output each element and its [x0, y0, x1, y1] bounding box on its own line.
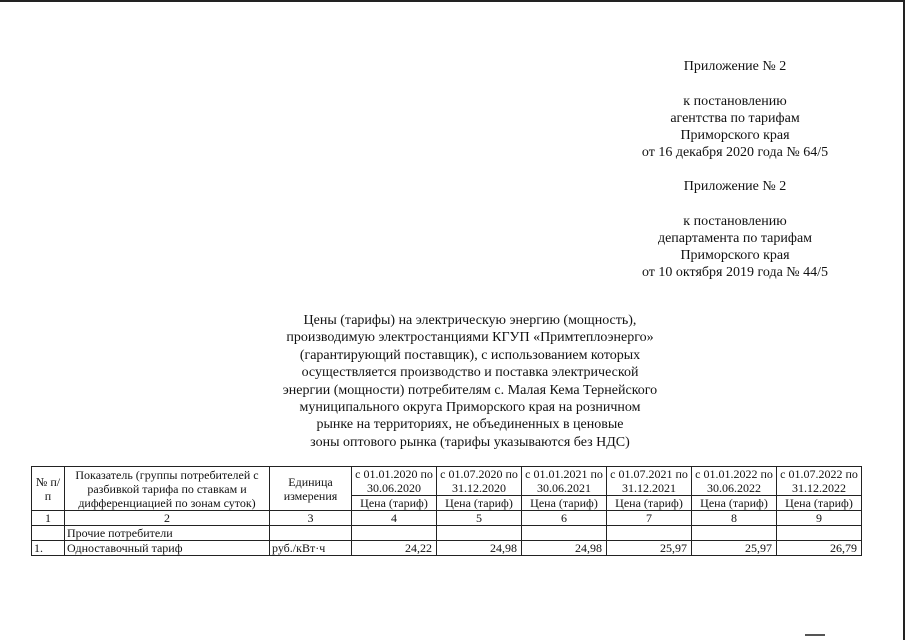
- column-number: 6: [522, 511, 607, 526]
- empty-cell: [607, 526, 692, 541]
- appendix-line: от 10 октября 2019 года № 44/5: [641, 265, 829, 280]
- header-unit: Единица измерения: [270, 467, 352, 511]
- title-line: энергии (мощности) потребителям с. Малая Кема Тернейского: [282, 382, 658, 398]
- table-header-row: [32, 467, 862, 496]
- title-line: осуществляется производство и поставка электрической: [301, 365, 639, 381]
- header-number: № п/п: [32, 467, 65, 511]
- price-value: 24,98: [522, 541, 607, 556]
- appendix-heading: Приложение № 2: [683, 59, 787, 74]
- empty-cell: [777, 526, 862, 541]
- column-number: 2: [65, 511, 270, 526]
- header-period: с 01.01.2022 по 30.06.2022: [692, 467, 777, 496]
- section-label: Прочие потребители: [65, 526, 270, 541]
- column-number: 4: [352, 511, 437, 526]
- empty-cell: [270, 526, 352, 541]
- row-indicator: Одноставочный тариф: [65, 541, 270, 556]
- row-unit: руб./кВт·ч: [270, 541, 352, 556]
- tariff-table: [31, 466, 862, 556]
- row-number: 1.: [32, 541, 65, 556]
- appendix-line: агентства по тарифам: [670, 111, 800, 126]
- price-value: 25,97: [692, 541, 777, 556]
- empty-cell: [437, 526, 522, 541]
- header-indicator: Показатель (группы потребителей с разбивкой тарифа по ставкам и дифференциацией по зонам суток): [65, 467, 270, 511]
- header-price: Цена (тариф): [352, 496, 437, 511]
- appendix-previous-header: [600, 178, 870, 281]
- title-line: муниципального округа Приморского края на розничном: [299, 400, 641, 416]
- title-line: (гарантирующий поставщик), с использованием которых: [299, 347, 641, 363]
- header-period: с 01.07.2020 по 31.12.2020: [437, 467, 522, 496]
- price-value: 26,79: [777, 541, 862, 556]
- section-row: [32, 526, 862, 541]
- appendix-line: Приморского края: [680, 128, 790, 143]
- price-value: 24,22: [352, 541, 437, 556]
- title-line: Цены (тарифы) на электрическую энергию (мощность),: [303, 313, 637, 328]
- header-period: с 01.07.2022 по 31.12.2022: [777, 467, 862, 496]
- title-line: зоны оптового рынка (тарифы указываются без НДС): [310, 434, 630, 450]
- table-row: [32, 541, 862, 556]
- document-title: [250, 312, 690, 451]
- empty-cell: [522, 526, 607, 541]
- header-price: Цена (тариф): [692, 496, 777, 511]
- header-price: Цена (тариф): [522, 496, 607, 511]
- scan-mark: [805, 634, 825, 636]
- section-number: [32, 526, 65, 541]
- appendix-line: Приморского края: [680, 248, 790, 263]
- column-number: 8: [692, 511, 777, 526]
- title-line: производимую электростанциями КГУП «Примтеплоэнерго»: [286, 330, 654, 346]
- column-number: 1: [32, 511, 65, 526]
- header-period: с 01.07.2021 по 31.12.2021: [607, 467, 692, 496]
- price-value: 24,98: [437, 541, 522, 556]
- appendix-current-header: [600, 58, 870, 161]
- column-number: 3: [270, 511, 352, 526]
- appendix-line: к постановлению: [683, 214, 787, 229]
- column-number-row: [32, 511, 862, 526]
- appendix-line: к постановлению: [683, 94, 787, 109]
- column-number: 7: [607, 511, 692, 526]
- empty-cell: [352, 526, 437, 541]
- appendix-line: департамента по тарифам: [657, 231, 813, 246]
- header-price: Цена (тариф): [437, 496, 522, 511]
- column-number: 5: [437, 511, 522, 526]
- title-line: рынке на территориях, не объединенных в ценовые: [316, 417, 624, 433]
- header-period: с 01.01.2020 по 30.06.2020: [352, 467, 437, 496]
- appendix-heading: Приложение № 2: [683, 179, 787, 194]
- price-value: 25,97: [607, 541, 692, 556]
- appendix-line: от 16 декабря 2020 года № 64/5: [641, 145, 829, 160]
- header-period: с 01.01.2021 по 30.06.2021: [522, 467, 607, 496]
- empty-cell: [692, 526, 777, 541]
- header-price: Цена (тариф): [607, 496, 692, 511]
- column-number: 9: [777, 511, 862, 526]
- header-price: Цена (тариф): [777, 496, 862, 511]
- scan-border-top: [0, 0, 905, 2]
